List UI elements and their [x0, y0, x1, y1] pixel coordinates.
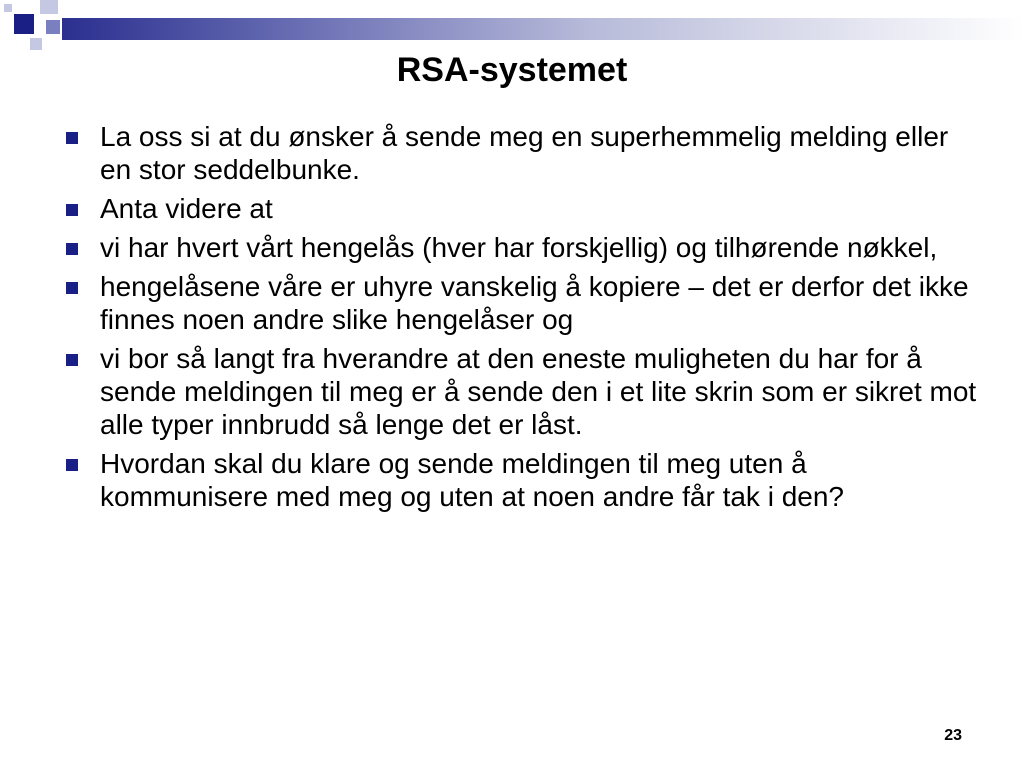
square-bullet-icon [66, 354, 78, 366]
bullet-text: La oss si at du ønsker å sende meg en superhemmelig melding eller en stor seddelbunke. [100, 121, 949, 185]
header-gradient-bar [62, 18, 1024, 40]
decor-square-small [30, 38, 42, 50]
bullet-text: vi har hvert vårt hengelås (hver har forskjellig) og tilhørende nøkkel, [100, 232, 938, 263]
bullet-item [62, 447, 982, 513]
bullet-item [62, 270, 982, 336]
decor-square-tiny [4, 4, 12, 12]
decor-square-light [40, 0, 58, 14]
decor-square-mid [46, 20, 60, 34]
bullet-item [62, 231, 982, 264]
bullet-text: vi bor så langt fra hverandre at den eneste muligheten du har for å sende meldingen til meg er å sende den i et lite skrin som er sikret mot alle typer innbrudd så lenge det er låst. [100, 343, 977, 440]
bullet-item [62, 192, 982, 225]
square-bullet-icon [66, 243, 78, 255]
bullet-item [62, 342, 982, 441]
bullet-item [62, 120, 982, 186]
square-bullet-icon [66, 204, 78, 216]
square-bullet-icon [66, 132, 78, 144]
bullet-text: hengelåsene våre er uhyre vanskelig å kopiere – det er derfor det ikke finnes noen andre slike hengelåser og [100, 271, 969, 335]
page-number: 23 [944, 727, 962, 744]
square-bullet-icon [66, 459, 78, 471]
decor-square-large [14, 14, 34, 34]
slide-title: RSA-systemet [396, 51, 628, 89]
bullet-list [62, 120, 982, 519]
square-bullet-icon [66, 282, 78, 294]
bullet-text: Anta videre at [100, 193, 273, 224]
bullet-text: Hvordan skal du klare og sende meldingen til meg uten å kommunisere med meg og uten at noen andre får tak i den? [100, 448, 844, 512]
